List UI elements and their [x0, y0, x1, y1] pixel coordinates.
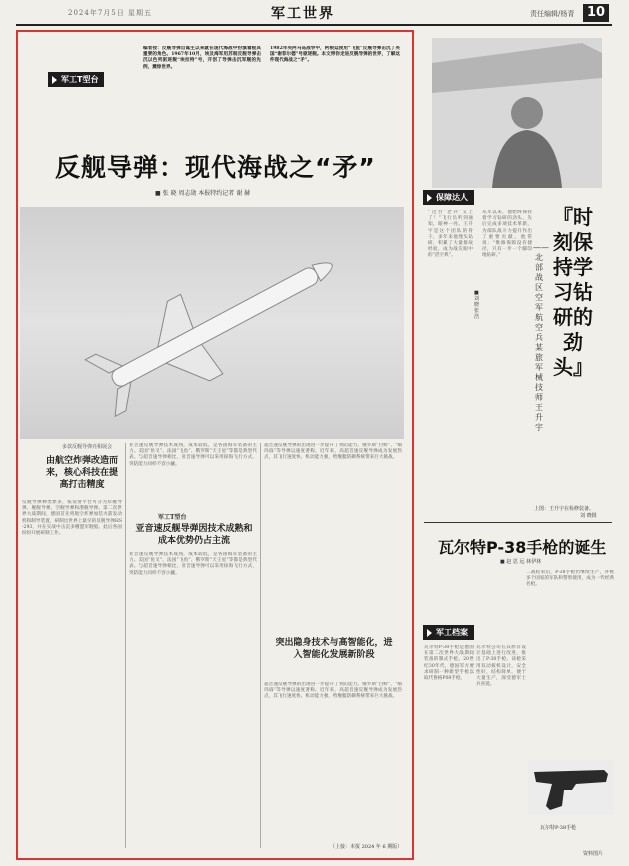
p38-column-b: 瓦尔特公司在其原有设计基础上进行改进，推出了P-38手枪。该枪采用双动扳机设计，安全性好，结构简单，便于大量生产，深受德军士兵喜爱。	[476, 645, 526, 688]
section-tag-archive	[423, 625, 474, 640]
photo-caption: 多款反舰导弹亮相展会	[62, 444, 113, 450]
pistol-caption: 瓦尔特P-38手枪	[540, 825, 577, 831]
sidebar-photo-credit: 刘 晓摄	[580, 513, 597, 519]
sidebar-vertical-headline: 『时刻保持学习钻研的劲头』	[553, 205, 593, 379]
body-column-left: 反舰导弹种类繁多，按发射平台可分为岸舰导弹、舰舰导弹、空舰导弹和潜舰导弹。第二次世界大战期间，德国首先将航空炸弹加装火箭发动机和制导装置，研制出世界上最早的反舰导弹HS-293，并在实战中击沉多艘盟军舰船。此后各国纷纷开展研制工作。	[22, 500, 122, 537]
triangle-icon	[52, 76, 57, 84]
pistol-credit: 资料图片	[583, 851, 604, 857]
body-column-mid-top: 亚音速反舰导弹技术成熟，成本较低，是各国海军装备的主力。美国“鱼叉”、法国“飞鱼”、俄罗斯“天王星”等都是典型代表。与超音速导弹相比，亚音速导弹可以采用掠海飞行方式，突防能力同样不容小觑。	[129, 443, 257, 467]
end-note: （上接：本报 2024 年 6 期版）	[330, 844, 403, 850]
editor-credit: 责任编辑/杨青	[530, 10, 575, 18]
issue-date: 2024年7月5日 星期五	[68, 9, 152, 17]
section-tag-guarantee	[423, 190, 474, 205]
pistol-photo	[528, 760, 614, 815]
p38-column-c: 二战结束后，P-38手枪仍继续生产，并被多个国家的军队和警察使用，成为一代经典名枪。	[526, 570, 614, 588]
header-rule	[16, 24, 612, 26]
tag-label: 保障达人	[436, 193, 468, 202]
body-column-right-top: 超音速反舰导弹的出现进一步提升了突防能力。俄罗斯“白蛉”、“缟玛瑙”等导弹以速度著称。近年来，高超音速反舰导弹成为发展热点，其飞行速度快、机动能力强，给舰艇防御系统带来巨大挑战。	[264, 443, 402, 461]
technician-illustration-icon	[432, 38, 602, 188]
pistol-icon	[528, 760, 614, 815]
tag-label: 军工T型台	[61, 75, 99, 84]
section-title: 军工世界	[271, 6, 335, 22]
section-divider	[424, 522, 612, 523]
technician-photo	[432, 38, 602, 188]
subhead-2: 亚音速反舰导弹因技术成熟和成本优势仍占主流	[135, 524, 253, 546]
missile-photo	[20, 207, 404, 439]
sidebar-column-b: 从军以来，他始终保持着学习钻研的劲头，先后完成多项技术革新，为部队战斗力提升作出了重要贡献。他常说：“维修保障没有捷径，只有一步一个脚印地钻研。”	[482, 210, 532, 259]
article-byline: ■ 张 晓 周志勋 本报特约记者 谢 赫	[155, 190, 251, 197]
intro-column-2: 1982年英阿马岛战争中，阿根廷使用“飞鱼”反舰导弹击沉了英国“谢菲尔德”号驱逐舰。本文带你走进反舰导弹的世界，了解这件现代海战之“矛”。	[270, 46, 400, 64]
subhead-3: 突出隐身技术与高智能化，进入智能化发展新阶段	[275, 638, 393, 660]
p38-column-a: 瓦尔特P-38手枪是德国在第二次世界大战期间装备的制式手枪。20世纪30年代，德国军方要求研制一种新型手枪以取代鲁格P08手枪。	[424, 645, 474, 682]
column-divider	[125, 443, 126, 848]
tag-label: 军工档案	[436, 628, 468, 637]
sidebar-photo-caption: 上图：王升宇在检修装备。	[534, 506, 595, 512]
sidebar-vertical-subhead: ——北部战区空军航空兵某旅军械技师王升宇	[533, 243, 549, 432]
triangle-icon	[427, 629, 432, 637]
page-number: 10	[583, 4, 609, 22]
missile-illustration-icon	[20, 207, 404, 439]
body-column-mid: 亚音速反舰导弹技术成熟，成本较低，是各国海军装备的主力。美国“鱼叉”、法国“飞鱼”、俄罗斯“天王星”等都是典型代表。与超音速导弹相比，亚音速导弹可以采用掠海飞行方式，突防能力同样不容小觑。	[129, 552, 257, 576]
p38-byline: ■ 赵 思 远 林伊林	[500, 559, 542, 565]
p38-headline: 瓦尔特P-38手枪的诞生	[438, 538, 607, 557]
sidebar-byline: ■ 刘 晓 张 浩	[474, 290, 480, 320]
article-headline: 反舰导弹：现代海战之“矛”	[55, 153, 376, 182]
intro-column-1: 编者按：反舰导弹自诞生以来就在现代海战中扮演着极其重要的角色。1967年10月，埃及海军用苏制反舰导弹击沉以色列驱逐舰“埃拉特”号，开创了导弹击沉军舰的先例，震惊世界。	[143, 46, 261, 70]
section-tag-t-stage	[48, 72, 104, 87]
column-divider-2	[260, 443, 261, 848]
triangle-icon	[427, 194, 432, 202]
subhead-1: 由航空炸弹改造而来，核心科技在提高打击精度	[45, 456, 118, 490]
body-column-right: 超音速反舰导弹的出现进一步提升了突防能力。俄罗斯“白蛉”、“缟玛瑙”等导弹以速度著称。近年来，高超音速反舰导弹成为发展热点，其飞行速度快、机动能力强，给舰艇防御系统带来巨大挑战。	[264, 682, 402, 700]
sidebar-column-a: “这台‘老兵’又上了！”飞行员听到通知，眼神一亮。王升宇是这个团队的骨干，多年来他埋头钻研，积累了大量排故经验，成为战友眼中的“活字典”。	[428, 210, 473, 259]
subhead-2-lead: 军工T型台	[158, 514, 187, 521]
